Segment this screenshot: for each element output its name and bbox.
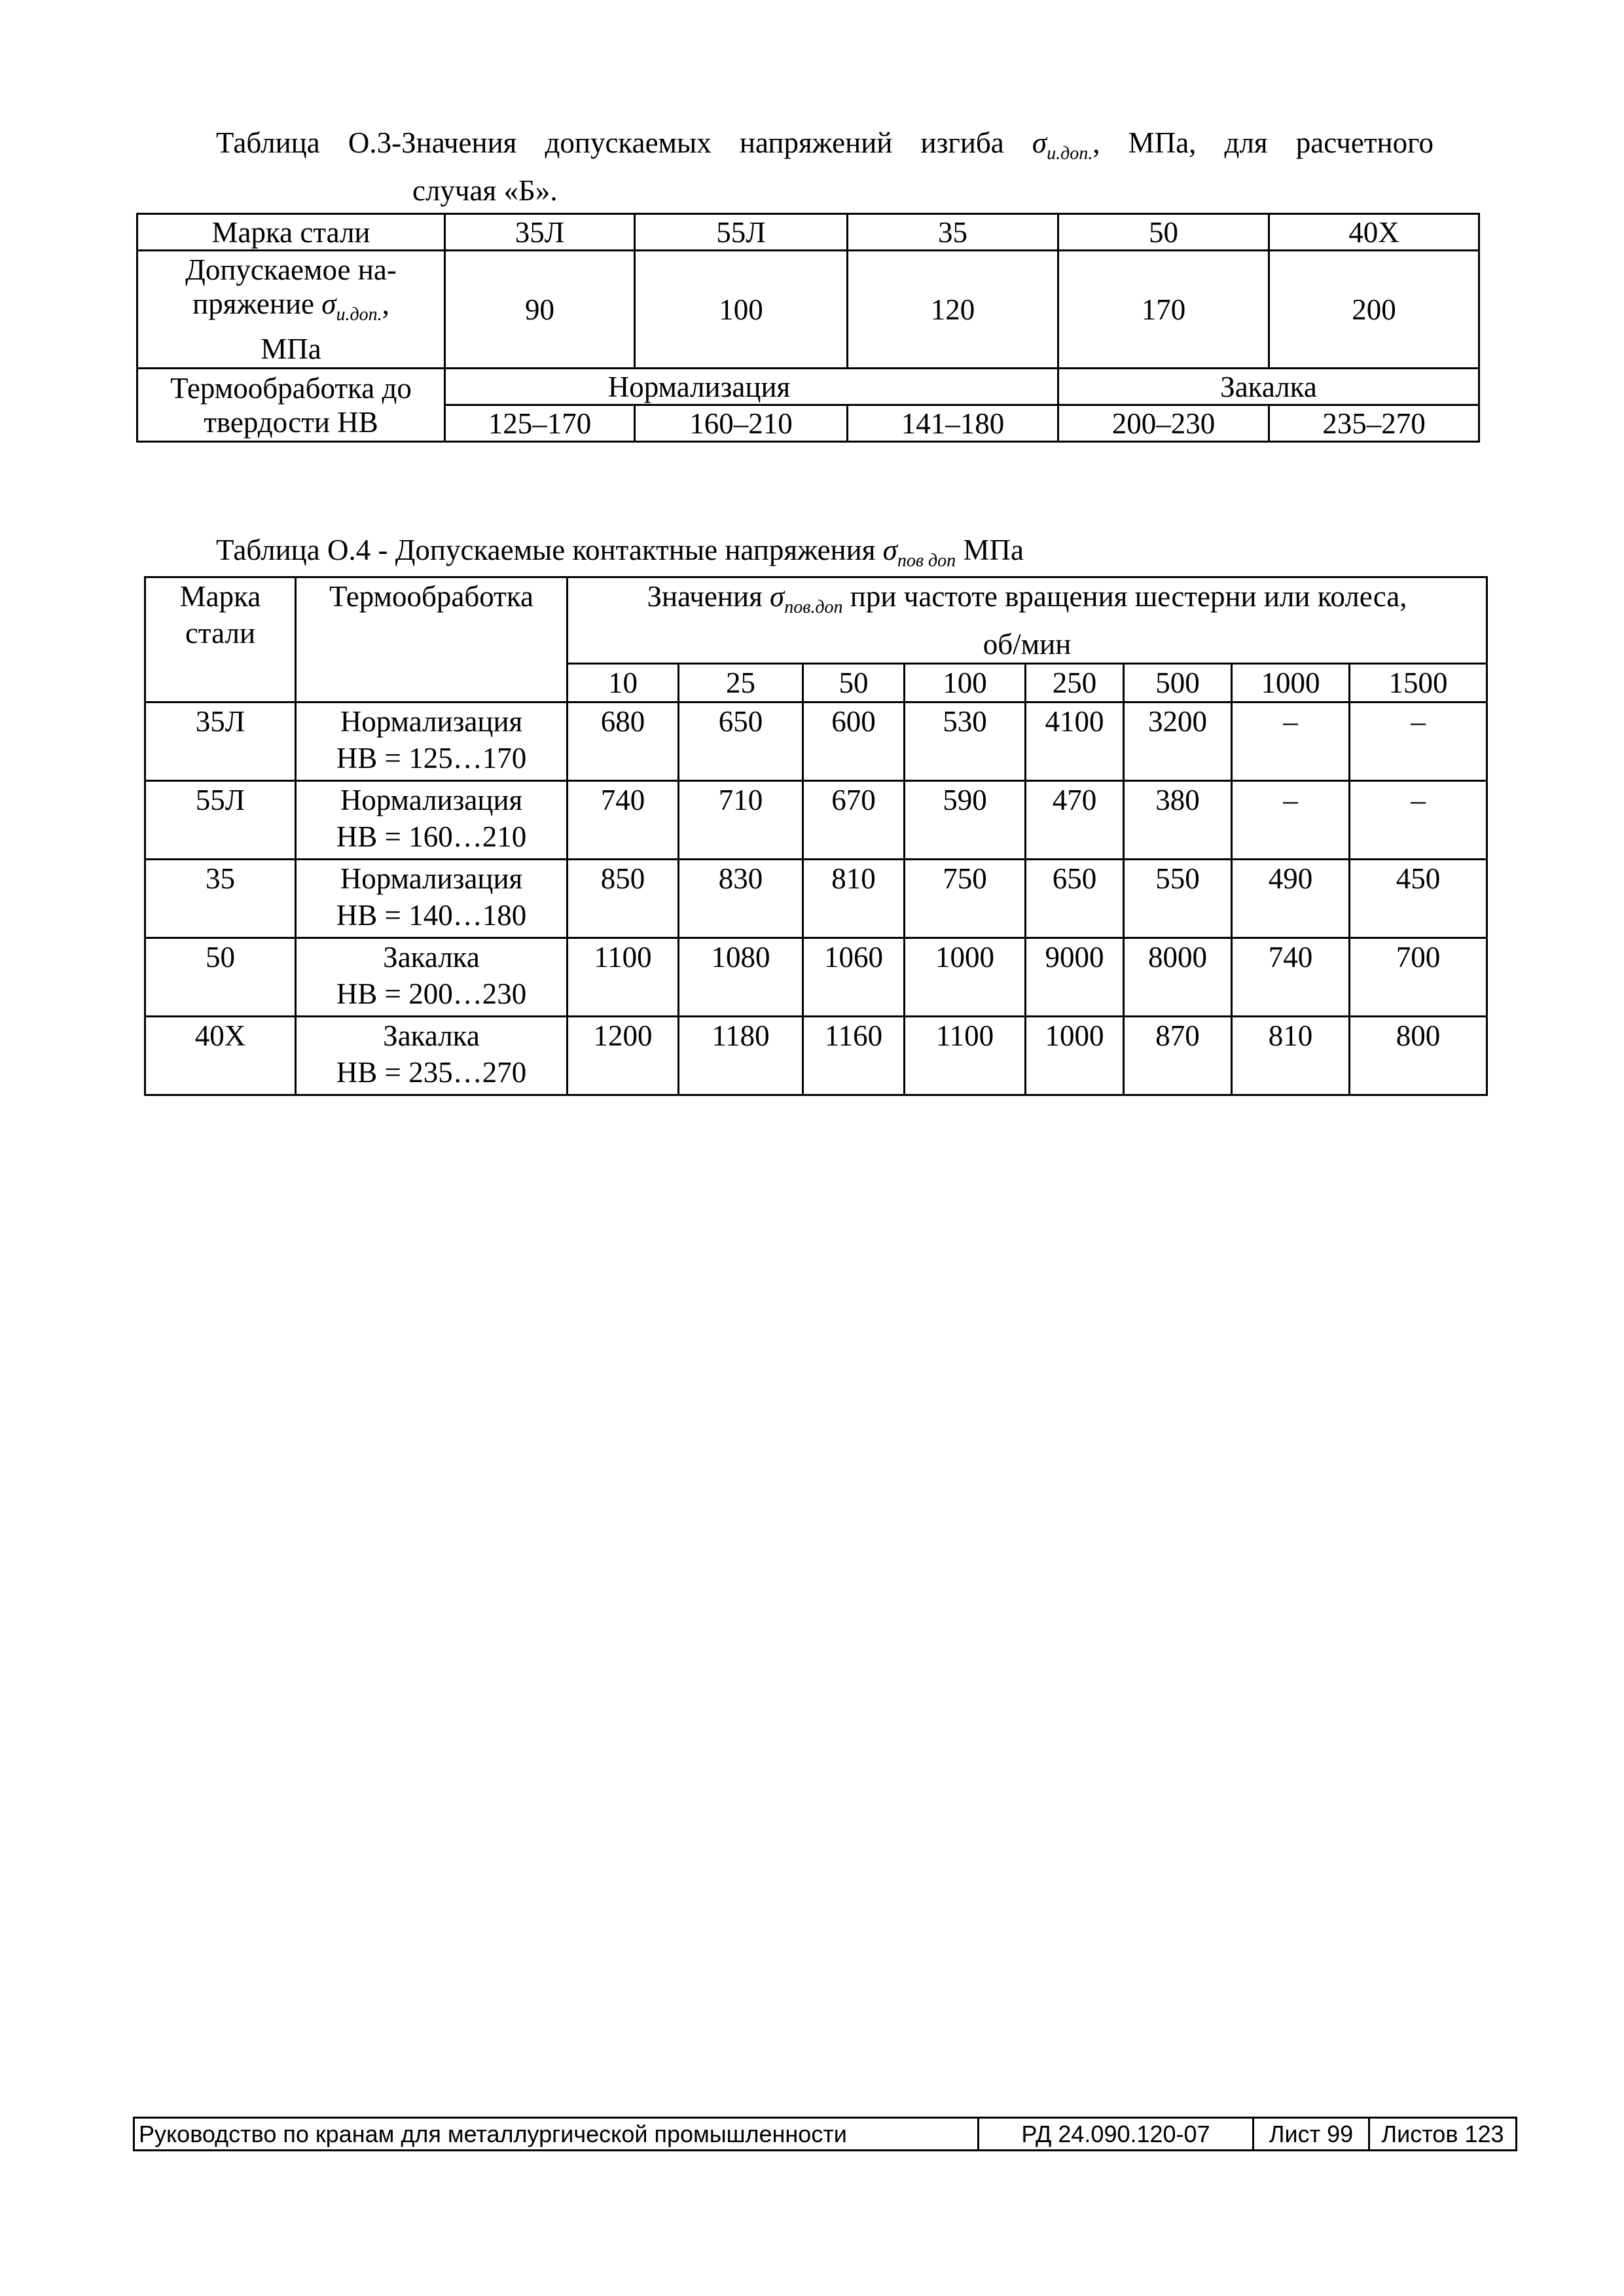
table-header-row (145, 577, 1487, 664)
treatment-name: Закалка (383, 1019, 480, 1052)
value-cell: 1000 (1026, 1017, 1124, 1095)
header-line: стали (185, 617, 256, 649)
sigma-subscript: и.доп. (1047, 143, 1093, 164)
label-line: Термообработка до (170, 371, 412, 405)
grade-cell: 35 (848, 214, 1058, 251)
hardness-cell: 160–210 (635, 405, 848, 442)
header-line: об/мин (983, 628, 1072, 661)
stress-cell: 170 (1058, 251, 1269, 369)
row-label-steel-grade: Марка стали (137, 214, 445, 251)
value-cell: 810 (1232, 1017, 1350, 1095)
treatment-name: Нормализация (340, 705, 523, 738)
header-heat-treatment: Термообработка (296, 577, 568, 702)
grade-cell: 35 (145, 860, 296, 938)
value-cell: 680 (568, 702, 679, 781)
value-cell: 670 (803, 781, 905, 860)
treatment-cell (296, 860, 568, 938)
hardness-cell: 125–170 (445, 405, 635, 442)
footer-sheets-total: Листов 123 (1369, 2118, 1517, 2151)
speed-header: 500 (1124, 664, 1232, 702)
table-row (145, 860, 1487, 938)
header-line: Марка (179, 580, 261, 613)
speed-header: 25 (679, 664, 803, 702)
value-cell: – (1350, 781, 1487, 860)
value-cell: 800 (1350, 1017, 1487, 1095)
value-cell: 1100 (905, 1017, 1026, 1095)
table-4-caption (216, 532, 1024, 579)
value-cell: 530 (905, 702, 1026, 781)
sigma-symbol (770, 580, 843, 617)
value-cell: 1160 (803, 1017, 905, 1095)
hardness-range: НВ = 235…270 (336, 1056, 527, 1089)
stress-cell: 200 (1269, 251, 1479, 369)
value-cell: 550 (1124, 860, 1232, 938)
table-row (137, 369, 1479, 405)
value-cell: 470 (1026, 781, 1124, 860)
hardness-range: НВ = 160…210 (336, 820, 527, 853)
value-cell: 8000 (1124, 938, 1232, 1017)
label-line: Допускаемое на- (185, 253, 397, 286)
grade-cell: 50 (145, 938, 296, 1017)
value-cell: 1000 (905, 938, 1026, 1017)
footer-row (134, 2118, 1517, 2151)
treatment-name: Закалка (383, 941, 480, 974)
speed-header: 10 (568, 664, 679, 702)
treatment-cell (296, 702, 568, 781)
label-line (138, 287, 444, 332)
sigma-symbol (321, 287, 382, 325)
label-text: пряжение (192, 287, 322, 320)
value-cell: 700 (1350, 938, 1487, 1017)
value-cell: 600 (803, 702, 905, 781)
caption-text: МПа (956, 534, 1024, 566)
value-cell: 740 (1232, 938, 1350, 1017)
value-cell: 9000 (1026, 938, 1124, 1017)
table-row (145, 781, 1487, 860)
value-cell: 3200 (1124, 702, 1232, 781)
hardness-range: НВ = 140…180 (336, 899, 527, 932)
header-text: Значения (647, 580, 770, 613)
hardness-cell: 200–230 (1058, 405, 1269, 442)
treatment-cell (296, 938, 568, 1017)
value-cell: 1180 (679, 1017, 803, 1095)
value-cell: 450 (1350, 860, 1487, 938)
grade-cell: 55Л (635, 214, 848, 251)
row-label-allowable-stress (137, 251, 445, 369)
sigma-letter: σ (770, 580, 785, 613)
value-cell: – (1232, 702, 1350, 781)
footer-document-code: РД 24.090.120-07 (979, 2118, 1254, 2151)
treatment-name: Нормализация (340, 784, 523, 816)
hardness-cell: 141–180 (848, 405, 1058, 442)
value-cell: 1060 (803, 938, 905, 1017)
grade-cell: 35Л (145, 702, 296, 781)
value-cell: 830 (679, 860, 803, 938)
caption-text: , МПа, для расчетного (1092, 126, 1434, 159)
stress-cell: 120 (848, 251, 1058, 369)
value-cell: 650 (679, 702, 803, 781)
sigma-letter: σ (321, 287, 336, 320)
value-cell: – (1232, 781, 1350, 860)
label-text: , (382, 287, 389, 320)
value-cell: 710 (679, 781, 803, 860)
table-row (137, 214, 1479, 251)
value-cell: 750 (905, 860, 1026, 938)
value-cell: – (1350, 702, 1487, 781)
sigma-symbol (882, 534, 956, 571)
header-steel-grade (145, 577, 296, 702)
label-line: МПа (261, 333, 321, 365)
grade-cell: 55Л (145, 781, 296, 860)
value-cell: 650 (1026, 860, 1124, 938)
speed-header: 100 (905, 664, 1026, 702)
header-stress-values (568, 577, 1487, 664)
table-row (145, 1017, 1487, 1095)
table-row (145, 702, 1487, 781)
stress-cell: 90 (445, 251, 635, 369)
footer-sheet-number: Лист 99 (1254, 2118, 1369, 2151)
grade-cell: 40Х (145, 1017, 296, 1095)
table-row (137, 251, 1479, 369)
value-cell: 810 (803, 860, 905, 938)
sigma-subscript: пов доп (897, 551, 956, 571)
value-cell: 870 (1124, 1017, 1232, 1095)
treatment-name: Нормализация (340, 862, 523, 895)
header-line (568, 578, 1486, 626)
grade-cell: 40Х (1269, 214, 1479, 251)
footer-stamp (133, 2117, 1517, 2151)
speed-header: 1000 (1232, 664, 1350, 702)
sigma-subscript: пов.доп (784, 597, 843, 617)
caption-text: Таблица О.3-Значения допускаемых напряжений изгиба (216, 126, 1032, 159)
grade-cell: 35Л (445, 214, 635, 251)
label-line: твердости НВ (204, 405, 378, 439)
sigma-letter: σ (882, 534, 897, 566)
speed-header: 1500 (1350, 664, 1487, 702)
contact-stress-table (144, 576, 1488, 1096)
hardness-cell: 235–270 (1269, 405, 1479, 442)
caption-text: случая «Б». (412, 174, 558, 207)
hardness-range: НВ = 200…230 (336, 977, 527, 1010)
sigma-letter: σ (1032, 126, 1047, 159)
value-cell: 380 (1124, 781, 1232, 860)
hardness-range: НВ = 125…170 (336, 742, 527, 774)
row-label-heat-treatment (137, 369, 445, 442)
sigma-symbol (1032, 126, 1093, 164)
header-text: при частоте вращения шестерни или колеса, (842, 580, 1407, 613)
value-cell: 1080 (679, 938, 803, 1017)
grade-cell: 50 (1058, 214, 1269, 251)
treatment-cell (296, 1017, 568, 1095)
value-cell: 1100 (568, 938, 679, 1017)
value-cell: 850 (568, 860, 679, 938)
bending-stress-table (136, 213, 1480, 443)
treatment-cell (296, 781, 568, 860)
footer-document-title: Руководство по кранам для металлургической промышленности (134, 2118, 979, 2151)
stress-cell: 100 (635, 251, 848, 369)
caption-text: Таблица О.4 - Допускаемые контактные напряжения (216, 534, 883, 566)
value-cell: 590 (905, 781, 1026, 860)
treatment-normalization: Нормализация (445, 369, 1058, 405)
table-row (145, 938, 1487, 1017)
speed-header: 50 (803, 664, 905, 702)
sigma-subscript: и.доп. (336, 304, 382, 325)
table-3-caption (216, 124, 1434, 209)
value-cell: 490 (1232, 860, 1350, 938)
value-cell: 740 (568, 781, 679, 860)
speed-header: 250 (1026, 664, 1124, 702)
treatment-hardening: Закалка (1058, 369, 1479, 405)
value-cell: 1200 (568, 1017, 679, 1095)
value-cell: 4100 (1026, 702, 1124, 781)
